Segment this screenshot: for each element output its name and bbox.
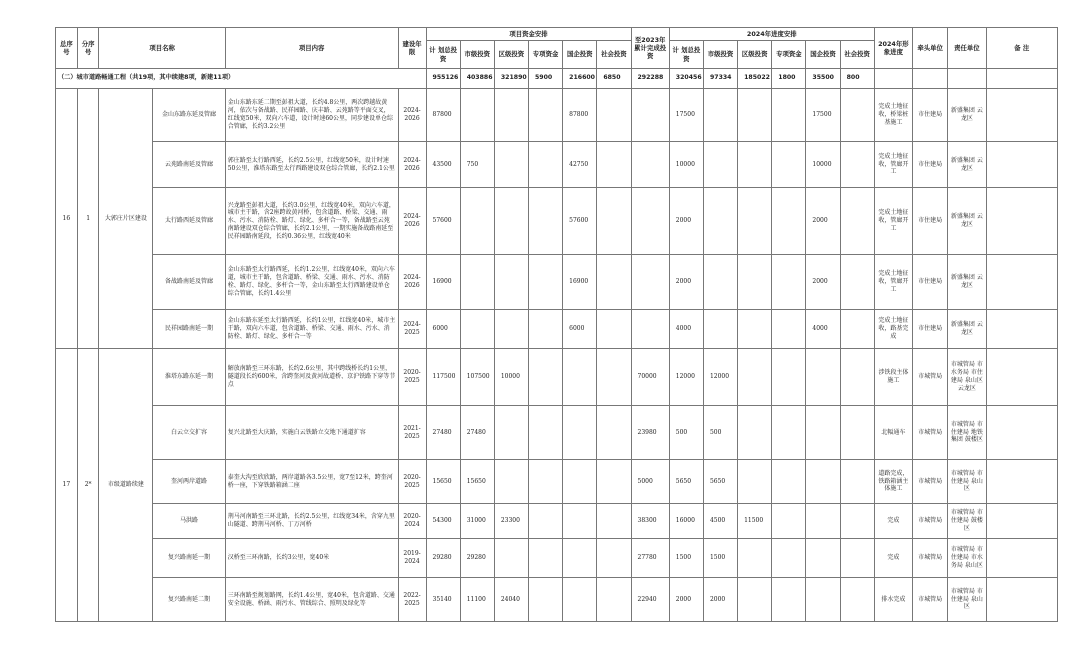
responsible-unit: 新盛集团 云龙区 — [948, 89, 986, 142]
plan-2024-state-owned — [806, 539, 840, 578]
special-fund — [529, 310, 563, 349]
state-owned-investment: 87800 — [563, 89, 597, 142]
project-name: 民祥园路南延一期 — [153, 310, 225, 349]
cumulative-investment — [631, 89, 669, 142]
progress-2024: 完成土地征收，管廊开工 — [874, 255, 912, 310]
plan-2024-social — [840, 310, 874, 349]
plan-2024-state-owned: 17500 — [806, 89, 840, 142]
plan-2024-state-owned — [806, 460, 840, 504]
district-investment — [494, 188, 528, 255]
project-name: 太行路西延及管廊 — [153, 188, 225, 255]
section-row — [56, 69, 1058, 89]
table-row — [56, 539, 1058, 578]
project-table — [55, 27, 1058, 622]
state-owned-investment — [563, 578, 597, 622]
plan-2024-city: 4500 — [703, 504, 737, 539]
planned-total: 54300 — [426, 504, 460, 539]
header-2024-state-owned: 国企投资 — [806, 41, 840, 69]
build-years: 2024-2025 — [398, 310, 426, 349]
build-years: 2019-2024 — [398, 539, 426, 578]
cumulative-investment — [631, 310, 669, 349]
table-row — [56, 188, 1058, 255]
plan-2024-state-owned — [806, 349, 840, 406]
header-social: 社会投资 — [597, 41, 631, 69]
social-investment — [597, 460, 631, 504]
build-years: 2024-2026 — [398, 89, 426, 142]
plan-2024-district — [738, 539, 772, 578]
plan-2024-district — [738, 310, 772, 349]
progress-2024: 完成 — [874, 539, 912, 578]
plan-2024-total: 12000 — [669, 349, 703, 406]
project-name: 奎河两岸道路 — [153, 460, 225, 504]
city-investment: 27480 — [460, 406, 494, 460]
plan-2024-special — [772, 504, 806, 539]
lead-unit: 市城管局 — [913, 504, 948, 539]
district-investment: 23300 — [494, 504, 528, 539]
social-investment — [597, 578, 631, 622]
special-fund — [529, 188, 563, 255]
table-row — [56, 310, 1058, 349]
plan-2024-special — [772, 460, 806, 504]
remarks — [986, 310, 1057, 349]
progress-2024: 道路完成，铁路箱涵主体施工 — [874, 460, 912, 504]
plan-2024-social — [840, 255, 874, 310]
district-investment — [494, 539, 528, 578]
special-fund — [529, 142, 563, 188]
planned-total: 27480 — [426, 406, 460, 460]
planned-total: 87800 — [426, 89, 460, 142]
header-2024-special: 专项资金 — [772, 41, 806, 69]
plan-2024-special — [772, 188, 806, 255]
project-content: 郭庄路至太行路西延，长约2.5公里，红线宽50米，设计时速50公里，淮塔东路至太行西路建设双仓综合管廊，长约2.1公里 — [225, 142, 398, 188]
build-years: 2021-2025 — [398, 406, 426, 460]
section-total: 955126 — [426, 69, 460, 89]
state-owned-investment: 57600 — [563, 188, 597, 255]
city-investment: 31000 — [460, 504, 494, 539]
plan-2024-state-owned: 4000 — [806, 310, 840, 349]
plan-2024-city — [703, 310, 737, 349]
social-investment — [597, 142, 631, 188]
district-investment — [494, 89, 528, 142]
project-content: 复兴北路至大庆路，实施白云铁路立交地下通道扩容 — [225, 406, 398, 460]
remarks — [986, 349, 1057, 406]
lead-unit: 市城管局 — [913, 460, 948, 504]
plan-2024-district — [738, 188, 772, 255]
city-investment: 107500 — [460, 349, 494, 406]
group-sub-seq: 2* — [77, 349, 99, 622]
section-total: 97334 — [703, 69, 737, 89]
plan-2024-total: 1500 — [669, 539, 703, 578]
project-content: 三环南路至规划路网，长约1.4公里，宽40米，包含道路、交通安全设施、桥涵、雨污水、管线综合、照明及绿化等 — [225, 578, 398, 622]
plan-2024-social — [840, 349, 874, 406]
lead-unit: 市城管局 — [913, 578, 948, 622]
special-fund — [529, 539, 563, 578]
plan-2024-city: 5650 — [703, 460, 737, 504]
lead-unit: 市住建局 — [913, 188, 948, 255]
planned-total: 29280 — [426, 539, 460, 578]
plan-2024-city: 1500 — [703, 539, 737, 578]
planned-total: 57600 — [426, 188, 460, 255]
plan-2024-state-owned — [806, 578, 840, 622]
special-fund — [529, 349, 563, 406]
special-fund — [529, 406, 563, 460]
state-owned-investment: 42750 — [563, 142, 597, 188]
plan-2024-city: 12000 — [703, 349, 737, 406]
planned-total: 15650 — [426, 460, 460, 504]
project-name: 云苑路南延及管廊 — [153, 142, 225, 188]
social-investment — [597, 89, 631, 142]
project-content: 荆马河南路至三环北路，长约2.5公里，红线宽34米，含穿九里山隧道、跨荆马河桥、丁万河桥 — [225, 504, 398, 539]
section-total: 321890 — [494, 69, 528, 89]
plan-2024-city — [703, 142, 737, 188]
responsible-unit: 市城管局 市住建局 泉山区 — [948, 578, 986, 622]
planned-total: 16900 — [426, 255, 460, 310]
plan-2024-social — [840, 578, 874, 622]
district-investment — [494, 255, 528, 310]
plan-2024-city — [703, 89, 737, 142]
responsible-unit: 市城管局 市水务局 市住建局 泉山区 云龙区 — [948, 349, 986, 406]
header-build-years: 建设年限 — [398, 28, 426, 69]
special-fund — [529, 89, 563, 142]
state-owned-investment — [563, 406, 597, 460]
lead-unit: 市住建局 — [913, 255, 948, 310]
project-content: 兴龙路至彭祖大道，长约3.0公里，红线宽40米，双向六车道，城市主干路，含2座跨故黄河桥，包含道路、桥梁、交通、雨水、污水、消防栓、路灯、绿化、多杆合一等，备战路至云苑南路建设双仓综合管廊，长约2.1公里，一期实施备战路南延至民祥园路南延段，长约0.36公里，红线宽40米 — [225, 188, 398, 255]
plan-2024-special — [772, 578, 806, 622]
plan-2024-total: 4000 — [669, 310, 703, 349]
plan-2024-social — [840, 188, 874, 255]
plan-2024-total: 2000 — [669, 578, 703, 622]
plan-2024-total: 2000 — [669, 188, 703, 255]
remarks — [986, 504, 1057, 539]
plan-2024-special — [772, 142, 806, 188]
state-owned-investment: 6000 — [563, 310, 597, 349]
lead-unit: 市城管局 — [913, 349, 948, 406]
section-total: 185022 — [738, 69, 772, 89]
district-investment: 24040 — [494, 578, 528, 622]
group-category: 市级道路续建 — [99, 349, 153, 622]
plan-2024-district — [738, 406, 772, 460]
city-investment: 750 — [460, 142, 494, 188]
group-sub-seq: 1 — [77, 89, 99, 349]
header-lead-unit: 牵头单位 — [913, 28, 948, 69]
table-row — [56, 255, 1058, 310]
remarks — [986, 460, 1057, 504]
plan-2024-district — [738, 349, 772, 406]
cumulative-investment: 70000 — [631, 349, 669, 406]
state-owned-investment — [563, 539, 597, 578]
project-name: 淮塔东路东延一期 — [153, 349, 225, 406]
plan-2024-social — [840, 89, 874, 142]
remarks — [986, 539, 1057, 578]
plan-2024-city: 500 — [703, 406, 737, 460]
social-investment — [597, 349, 631, 406]
section-total: 1800 — [772, 69, 806, 89]
state-owned-investment — [563, 460, 597, 504]
plan-2024-social — [840, 504, 874, 539]
build-years: 2020-2025 — [398, 349, 426, 406]
table-row — [56, 406, 1058, 460]
plan-2024-special — [772, 310, 806, 349]
project-content: 泰奎大沟至欣欣路，两岸道路各3.5公里，宽7至12米，跨奎河桥一座，下穿铁路箱涵二座 — [225, 460, 398, 504]
remarks — [986, 89, 1057, 142]
plan-2024-district — [738, 460, 772, 504]
social-investment — [597, 310, 631, 349]
header-plan-2024-group: 2024年进度安排 — [669, 28, 874, 41]
section-total: 216600 — [563, 69, 597, 89]
project-content: 汉桥至三环南路，长约3公里，宽40米 — [225, 539, 398, 578]
header-project-content: 项目内容 — [225, 28, 398, 69]
plan-2024-social — [840, 406, 874, 460]
plan-2024-district — [738, 255, 772, 310]
plan-2024-state-owned: 2000 — [806, 255, 840, 310]
plan-2024-social — [840, 142, 874, 188]
responsible-unit: 新盛集团 云龙区 — [948, 255, 986, 310]
header-seq-sub: 分序号 — [77, 28, 99, 69]
planned-total: 117500 — [426, 349, 460, 406]
planned-total: 43500 — [426, 142, 460, 188]
plan-2024-special — [772, 255, 806, 310]
group-seq: 17 — [56, 349, 78, 622]
table-row — [56, 578, 1058, 622]
planned-total: 6000 — [426, 310, 460, 349]
build-years: 2020-2025 — [398, 460, 426, 504]
responsible-unit: 市城管局 市住建局 市水务局 泉山区 — [948, 539, 986, 578]
header-district: 区级投资 — [494, 41, 528, 69]
remarks — [986, 142, 1057, 188]
progress-2024: 排水完成 — [874, 578, 912, 622]
header-remarks: 备 注 — [986, 28, 1057, 69]
plan-2024-state-owned — [806, 504, 840, 539]
build-years: 2024-2026 — [398, 255, 426, 310]
social-investment — [597, 504, 631, 539]
plan-2024-social — [840, 460, 874, 504]
plan-2024-state-owned: 2000 — [806, 188, 840, 255]
plan-2024-district — [738, 89, 772, 142]
section-title: （二）城市道路畅通工程（共19项，其中续建8项，新建11项） — [56, 69, 427, 89]
progress-2024: 北幅通车 — [874, 406, 912, 460]
project-content: 解放南路至三环东路，长约2.6公里，其中跨线桥长约1公里，隧道段长约600米，含跨奎河及黄河故道桥、京沪铁路下穿等节点 — [225, 349, 398, 406]
responsible-unit: 新盛集团 云龙区 — [948, 310, 986, 349]
city-investment — [460, 188, 494, 255]
header-special: 专项资金 — [529, 41, 563, 69]
city-investment — [460, 89, 494, 142]
header-cumulative: 至2023年累计完成投资 — [631, 28, 669, 69]
plan-2024-social — [840, 539, 874, 578]
table-row — [56, 349, 1058, 406]
responsible-unit: 市城管局 市住建局 泉山区 — [948, 460, 986, 504]
city-investment: 15650 — [460, 460, 494, 504]
plan-2024-total: 17500 — [669, 89, 703, 142]
plan-2024-total: 10000 — [669, 142, 703, 188]
section-total: 800 — [840, 69, 874, 89]
district-investment — [494, 406, 528, 460]
section-total: 6850 — [597, 69, 631, 89]
special-fund — [529, 255, 563, 310]
group-seq: 16 — [56, 89, 78, 349]
project-name: 复兴路南延一期 — [153, 539, 225, 578]
header-project-name: 项目名称 — [99, 28, 225, 69]
build-years: 2024-2026 — [398, 188, 426, 255]
plan-2024-special — [772, 89, 806, 142]
project-name: 复兴路南延二期 — [153, 578, 225, 622]
plan-2024-special — [772, 406, 806, 460]
social-investment — [597, 188, 631, 255]
build-years: 2020-2024 — [398, 504, 426, 539]
table-row — [56, 504, 1058, 539]
plan-2024-special — [772, 349, 806, 406]
plan-2024-special — [772, 539, 806, 578]
district-investment: 10000 — [494, 349, 528, 406]
responsible-unit: 新盛集团 云龙区 — [948, 188, 986, 255]
district-investment — [494, 460, 528, 504]
plan-2024-district: 11500 — [738, 504, 772, 539]
header-seq-total: 总序号 — [56, 28, 78, 69]
planned-total: 35140 — [426, 578, 460, 622]
build-years: 2022-2025 — [398, 578, 426, 622]
project-name: 金山东路东延及管廊 — [153, 89, 225, 142]
cumulative-investment: 23980 — [631, 406, 669, 460]
district-investment — [494, 142, 528, 188]
city-investment: 29280 — [460, 539, 494, 578]
cumulative-investment — [631, 188, 669, 255]
special-fund — [529, 460, 563, 504]
special-fund — [529, 578, 563, 622]
project-name: 马洪路 — [153, 504, 225, 539]
progress-2024: 完成土地征收，桥梁桩基施工 — [874, 89, 912, 142]
header-funding-group: 项目资金安排 — [426, 28, 631, 41]
plan-2024-state-owned — [806, 406, 840, 460]
state-owned-investment — [563, 504, 597, 539]
cumulative-investment: 38300 — [631, 504, 669, 539]
city-investment: 11100 — [460, 578, 494, 622]
table-row — [56, 460, 1058, 504]
responsible-unit: 市城管局 市住建局 鼓楼区 — [948, 504, 986, 539]
section-total: 292288 — [631, 69, 669, 89]
header-responsible-unit: 责任单位 — [948, 28, 986, 69]
plan-2024-state-owned: 10000 — [806, 142, 840, 188]
header-2024-district: 区级投资 — [738, 41, 772, 69]
lead-unit: 市城管局 — [913, 406, 948, 460]
project-content: 金山东路至太行路西延，长约1.2公里，红线宽40米，双向六车道，城市主干路，包含道路、桥梁、交通、雨水、污水、消防栓、路灯、绿化、多杆合一等，金山东路至太行西路建设单仓综合管廊，长约1.4公里 — [225, 255, 398, 310]
header-2024-planned-total: 计 划总投资 — [669, 41, 703, 69]
plan-2024-district — [738, 578, 772, 622]
plan-2024-city: 2000 — [703, 578, 737, 622]
lead-unit: 市住建局 — [913, 310, 948, 349]
group-category: 大郭庄片区建设 — [99, 89, 153, 349]
section-total: 403886 — [460, 69, 494, 89]
plan-2024-total: 2000 — [669, 255, 703, 310]
table-row — [56, 142, 1058, 188]
project-content: 金山东路东延二期至彭祖大道，长约4.8公里，两次跨越故黄河，依次与备战路、民祥园路、庆丰路、云苑路等平面交叉，红线宽50米，双向六车道，设计时速60公里，同步建设单仓综合管廊，长约3.2公里 — [225, 89, 398, 142]
header-2024-social: 社会投资 — [840, 41, 874, 69]
state-owned-investment — [563, 349, 597, 406]
cumulative-investment: 5000 — [631, 460, 669, 504]
plan-2024-city — [703, 255, 737, 310]
cumulative-investment — [631, 142, 669, 188]
table-row — [56, 89, 1058, 142]
project-name: 白云立交扩容 — [153, 406, 225, 460]
remarks — [986, 578, 1057, 622]
responsible-unit: 市城管局 市住建局 地铁集团 鼓楼区 — [948, 406, 986, 460]
special-fund — [529, 504, 563, 539]
responsible-unit: 新盛集团 云龙区 — [948, 142, 986, 188]
lead-unit: 市住建局 — [913, 142, 948, 188]
lead-unit: 市住建局 — [913, 89, 948, 142]
header-progress-2024: 2024年形象进度 — [874, 28, 912, 69]
progress-2024: 完成土地征收，路基完成 — [874, 310, 912, 349]
plan-2024-total: 500 — [669, 406, 703, 460]
progress-2024: 完成土地征收，管廊开工 — [874, 188, 912, 255]
cumulative-investment — [631, 255, 669, 310]
remarks — [986, 188, 1057, 255]
social-investment — [597, 255, 631, 310]
progress-2024: 涉铁段主体施工 — [874, 349, 912, 406]
lead-unit: 市城管局 — [913, 539, 948, 578]
section-total: 320456 — [669, 69, 703, 89]
city-investment — [460, 310, 494, 349]
progress-2024: 完成 — [874, 504, 912, 539]
social-investment — [597, 406, 631, 460]
state-owned-investment: 16900 — [563, 255, 597, 310]
project-content: 金山东路东延至太行路西延，长约1公里，红线宽40米，城市主干路，双向六车道，包含道路、桥梁、交通、雨水、污水、消防栓、路灯、绿化、多杆合一等 — [225, 310, 398, 349]
cumulative-investment: 27780 — [631, 539, 669, 578]
section-total: 35500 — [806, 69, 840, 89]
district-investment — [494, 310, 528, 349]
remarks — [986, 255, 1057, 310]
progress-2024: 完成土地征收，管廊开工 — [874, 142, 912, 188]
plan-2024-total: 16000 — [669, 504, 703, 539]
city-investment — [460, 255, 494, 310]
section-total: 5900 — [529, 69, 563, 89]
plan-2024-district — [738, 142, 772, 188]
remarks — [986, 406, 1057, 460]
header-planned-total: 计 划总投资 — [426, 41, 460, 69]
social-investment — [597, 539, 631, 578]
plan-2024-city — [703, 188, 737, 255]
header-2024-city: 市级投资 — [703, 41, 737, 69]
header-city: 市级投资 — [460, 41, 494, 69]
build-years: 2024-2026 — [398, 142, 426, 188]
plan-2024-total: 5650 — [669, 460, 703, 504]
cumulative-investment: 22940 — [631, 578, 669, 622]
header-state-owned: 国企投资 — [563, 41, 597, 69]
project-name: 备战路南延及管廊 — [153, 255, 225, 310]
